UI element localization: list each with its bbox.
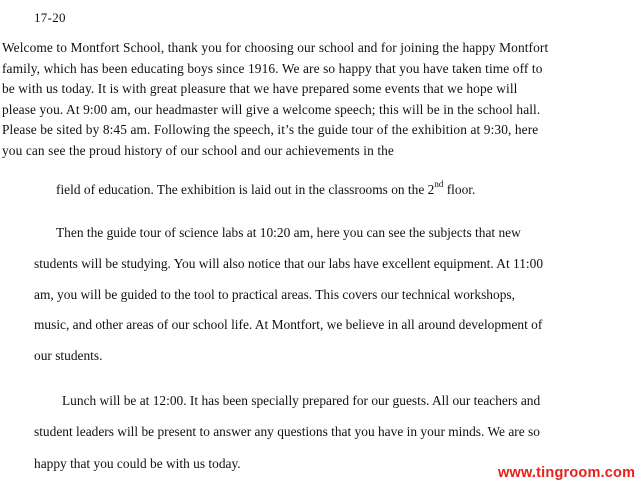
paragraph-line: family, which has been educating boys since 1916. We are so happy that you have taken time off to [2,60,543,76]
paragraph-welcome-continuation [56,179,626,198]
paragraph-line: music, and other areas of our school life. At Montfort, we believe in all around development of [34,317,543,333]
paragraph-line: Please be sited by 8:45 am. Following the speech, it’s the guide tour of the exhibition at 9:30, here [2,122,539,138]
page-number: 17-20 [34,10,66,25]
continuation-end: floor. [443,182,476,197]
paragraph-line: please you. At 9:00 am, our headmaster will give a welcome speech; this will be in the school hall. [2,101,541,117]
paragraph-line: our students. [34,348,103,364]
ordinal-superscript: nd [434,179,444,189]
paragraph-line: student leaders will be present to answer any questions that you have in your minds. We are so [34,424,540,440]
paragraph-line: happy that you could be with us today. [34,455,241,471]
paragraph-line: students will be studying. You will also notice that our labs have excellent equipment. At 11:00 [34,255,544,271]
paragraph-welcome [2,38,620,162]
site-watermark: www.tingroom.com [498,465,636,481]
paragraph-science-labs [34,218,622,372]
paragraph-line: Then the guide tour of science labs at 10:20 am, here you can see the subjects that new [56,225,521,240]
continuation-text: field of education. The exhibition is laid out in the classrooms on the 2 [56,182,435,197]
paragraph-line: you can see the proud history of our school and our achievements in the [2,142,394,158]
paragraph-line: Lunch will be at 12:00. It has been specially prepared for our guests. All our teachers and [62,393,541,408]
paragraph-line: be with us today. It is with great pleasure that we have prepared some events that we hope will [2,81,518,97]
paragraph-line: Welcome to Montfort School, thank you for choosing our school and for joining the happy Montfort [2,40,549,55]
paragraph-line: am, you will be guided to the tool to practical areas. This covers our technical workshops, [34,286,515,302]
